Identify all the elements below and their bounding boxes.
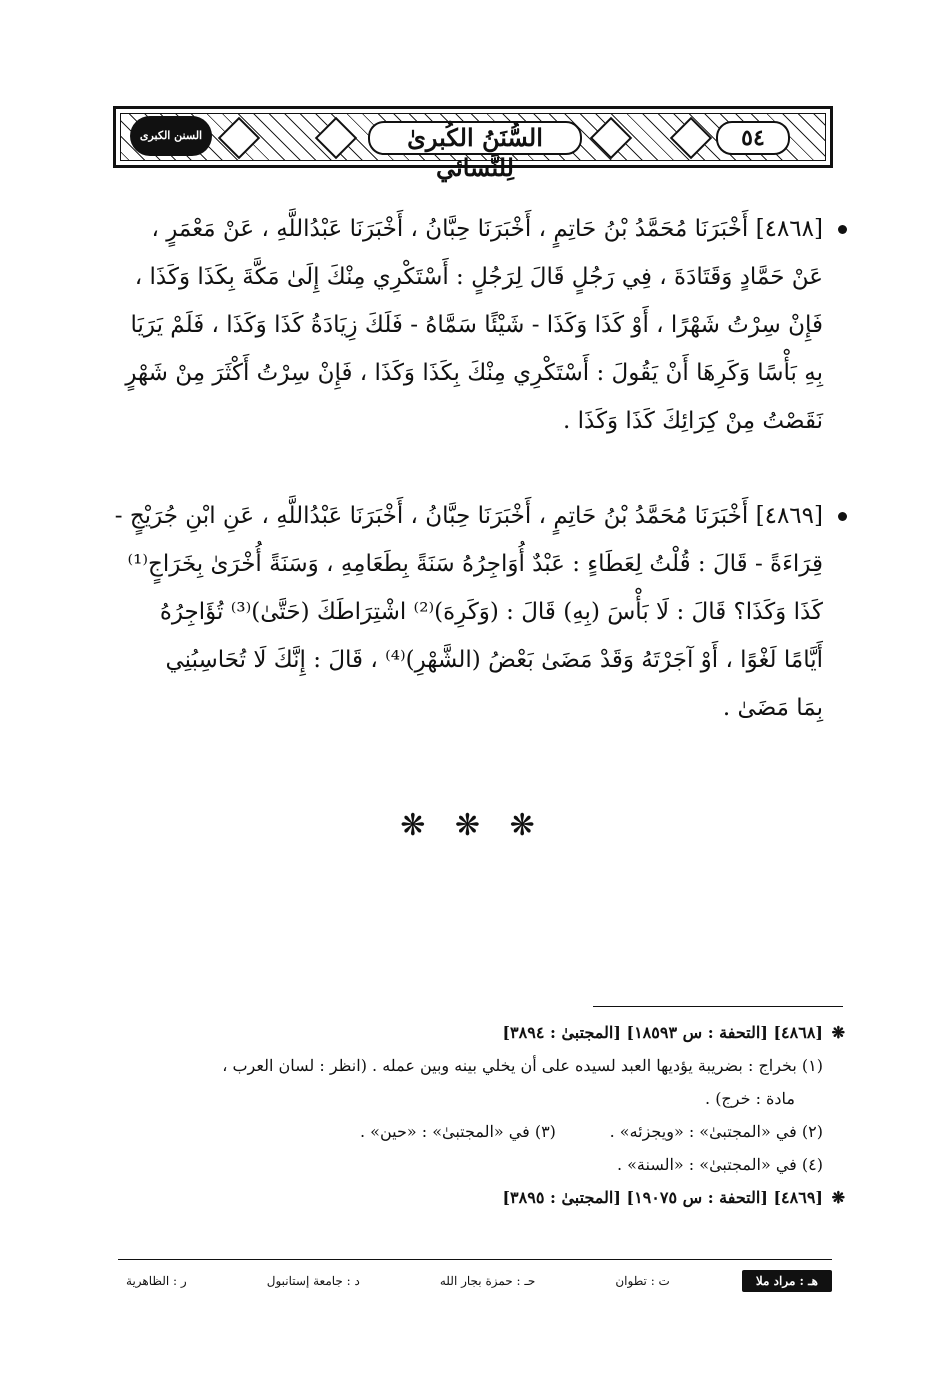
- hadith-line: [٤٨٦٨] أَخْبَرَنَا مُحَمَّدُ بْنُ حَاتِمٍ ، أَخْبَرَنَا حِبَّانُ ، أَخْبَرَنَا عَبْدُاللَّهِ ، عَنْ مَعْمَرٍ ،: [151, 216, 823, 242]
- page-header: [113, 106, 833, 182]
- manuscript-source-1: هـ : مراد ملا: [742, 1270, 832, 1292]
- hadith-line: فَإِنْ سِرْتُ شَهْرًا ، أَوْ كَذَا وَكَذَا - شَيْئًا سَمَّاهُ - فَلَكَ زِيَادَةُ كَذَا وَكَذَا ، فَلَمْ يَرَيَا: [130, 312, 823, 338]
- manuscript-source-3: حـ : حمزة بجار الله: [439, 1274, 536, 1288]
- star-icon: ❋: [831, 1023, 845, 1042]
- footnotes-2-3-row: [100, 1115, 845, 1148]
- manuscript-sources-bar: [118, 1266, 832, 1296]
- footnote-ref-text: [٤٨٦٨] [التحفة : س ١٨٥٩٣] [المجتبىٰ : ٣٨٩٤]: [502, 1023, 823, 1042]
- hadith-line: [٤٨٦٩] أَخْبَرَنَا مُحَمَّدُ بْنُ حَاتِمٍ ، أَخْبَرَنَا حِبَّانُ ، أَخْبَرَنَا عَبْدُاللَّهِ ، عَنِ ابْنِ جُرَيْجٍ -: [114, 503, 823, 529]
- hadith-4869-text: [100, 492, 845, 732]
- hadith-line: بِمَا مَضَىٰ .: [722, 695, 823, 721]
- footnote-ref-4869: [100, 1181, 845, 1214]
- hadith-bullet: [838, 225, 847, 234]
- page-number: ٥٤: [716, 121, 790, 155]
- manuscript-source-2: ت : تطوان: [615, 1274, 670, 1288]
- footnotes: [100, 1016, 845, 1214]
- footnote-4: (٤) في «المجتبىٰ» : «السنة» .: [616, 1155, 823, 1174]
- footnote-ref-text: [٤٨٦٩] [التحفة : س ١٩٠٧٥] [المجتبىٰ : ٣٨٩٥]: [502, 1188, 823, 1207]
- hadith-line: قِرَاءَةً - قَالَ : قُلْتُ لِعَطَاءٍ : عَبْدٌ أُوَاجِرُهُ سَنَةً بِطَعَامِهِ ، وَسَنَةً أُخْرَىٰ بِخَرَاجٍ⁽¹⁾: [127, 551, 823, 577]
- hadith-line: نَقَصْتُ مِنْ كِرَائِكَ كَذَا وَكَذَا .: [562, 408, 823, 434]
- star-icon: ❋: [831, 1188, 845, 1207]
- hadith-line: بِهِ بَأْسًا وَكَرِهَا أَنْ يَقُولَ : أَسْتَكْرِي مِنْكَ بِكَذَا وَكَذَا ، فَإِنْ سِرْتُ أَكْثَرَ مِنْ شَهْرٍ: [125, 360, 823, 386]
- footnote-ref-4868: [100, 1016, 845, 1049]
- section-separator: ❋ ❋ ❋: [400, 808, 545, 843]
- book-logo: [130, 116, 212, 156]
- hadith-4868: [100, 205, 845, 445]
- footnote-2: (٢) في «المجتبىٰ» : «ويجزئه» .: [609, 1122, 823, 1141]
- footnote-1-line-2: مادة : خرج) .: [705, 1089, 795, 1108]
- hadith-4868-text: [100, 205, 845, 445]
- manuscript-source-5: ر : الظاهرية: [126, 1274, 187, 1288]
- hadith-line: كَذَا وَكَذَا؟ قَالَ : لَا بَأْسَ (بِهِ) قَالَ : (وَكَرِهَ)⁽²⁾ اشْتِرَاطَكَ (حَتَّىٰ)⁽³⁾ تُؤَاجِرُهُ: [159, 599, 823, 625]
- hadith-line: عَنْ حَمَّادٍ وَقَتَادَةَ ، فِي رَجُلٍ قَالَ لِرَجُلٍ : أَسْتَكْرِي مِنْكَ إِلَىٰ مَكَّةَ بِكَذَا وَكَذَا ،: [134, 264, 823, 290]
- hadith-4869: [100, 492, 845, 732]
- manuscript-source-4: د : جامعة إستانبول: [266, 1274, 360, 1288]
- footnote-3: (٣) في «المجتبىٰ» : «حين» .: [360, 1122, 556, 1141]
- hadith-bullet: [838, 512, 847, 521]
- book-logo-text: السنن الكبرى: [139, 129, 203, 142]
- footnote-divider: [593, 1006, 843, 1007]
- footnote-1-line-1: (١) بخراج : بضريبة يؤديها العبد لسيده على أن يخلي بينه وبين عمله . (انظر : لسان العرب ،: [222, 1056, 823, 1075]
- bottom-divider: [118, 1259, 832, 1260]
- hadith-line: أَيَّامًا لَغْوًا ، أَوْ آجَرْتَهُ وَقَدْ مَضَىٰ بَعْضُ (الشَّهْرِ)⁽⁴⁾ ، قَالَ : إِنَّكَ لَا تُحَاسِبُنِي: [165, 647, 823, 673]
- book-title: السُّنَنُ الكُبرىٰ لِلنَّسائي: [368, 121, 582, 155]
